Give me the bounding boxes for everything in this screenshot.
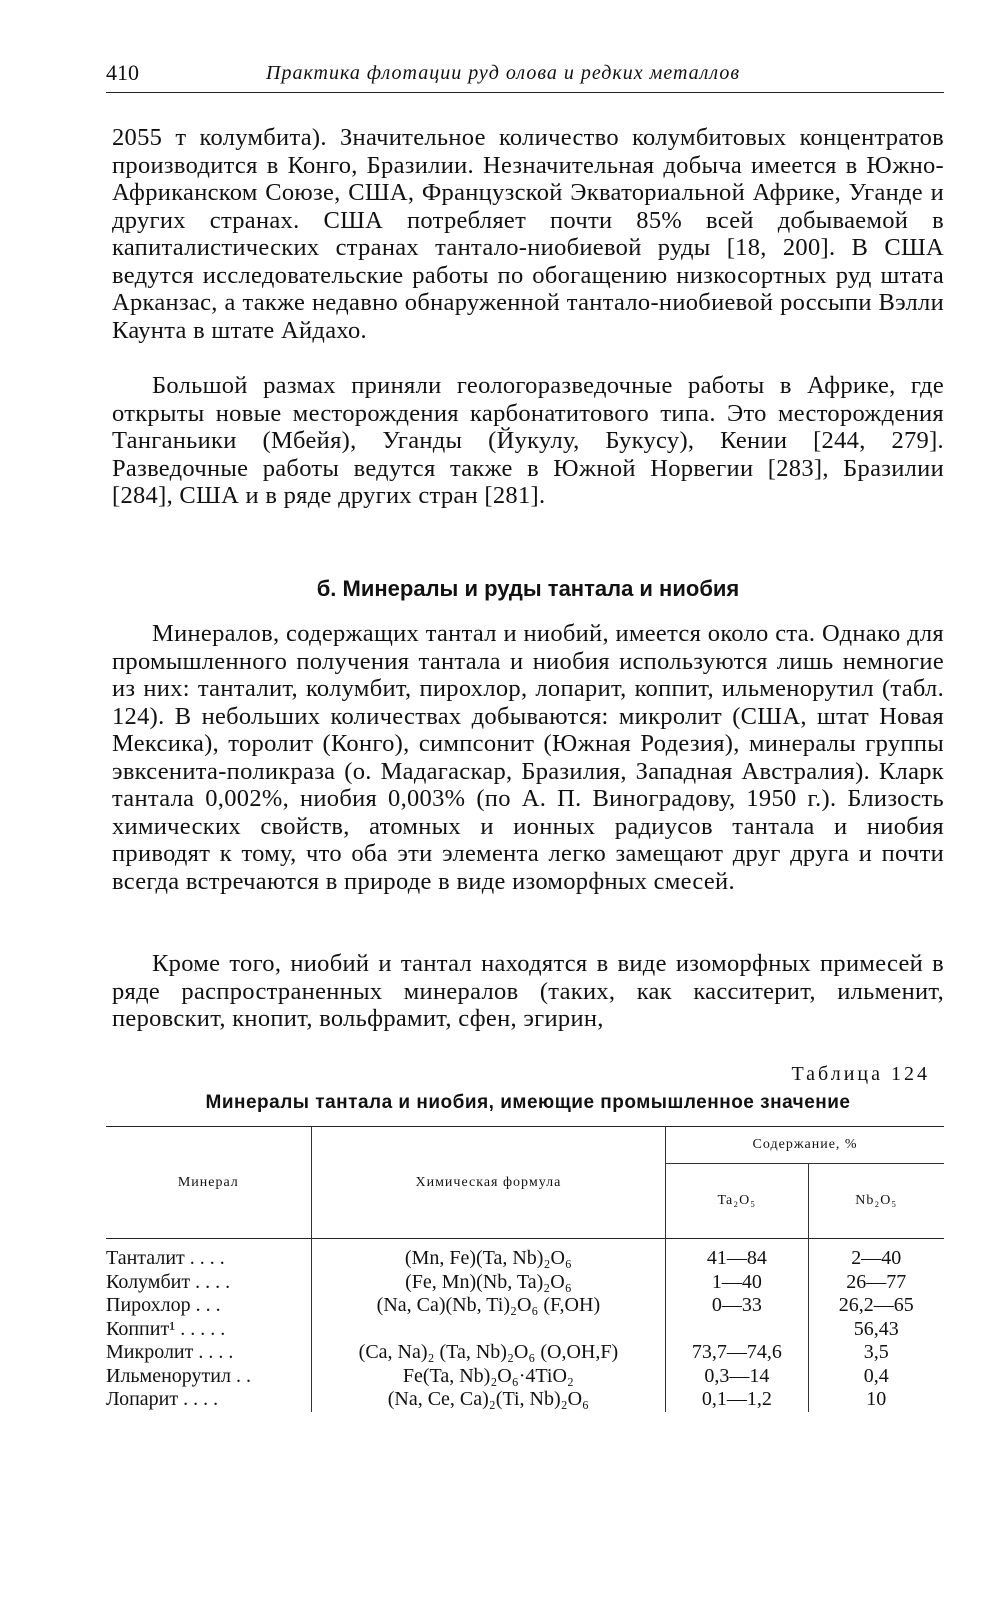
cell-ta2o5: 1—40 (666, 1271, 808, 1295)
cell-ta2o5: 0,3—14 (666, 1365, 808, 1389)
table-row (106, 1365, 944, 1389)
header-nb2o5: Nb₂O₅ (808, 1164, 944, 1239)
cell-ta2o5: 41—84 (666, 1239, 808, 1271)
table-label: Таблица 124 (791, 1063, 930, 1085)
cell-nb2o5: 26,2—65 (808, 1294, 944, 1318)
table-row (106, 1318, 944, 1342)
cell-nb2o5: 56,43 (808, 1318, 944, 1342)
cell-mineral: Лопарит . . . . (106, 1388, 219, 1410)
cell-formula (311, 1318, 666, 1342)
header-ta2o5: Ta₂O₅ (666, 1164, 808, 1239)
section-heading: б. Минералы и руды тантала и ниобия (316, 576, 740, 601)
page-number: 410 (106, 60, 139, 85)
table-title: Минералы тантала и ниобия, имеющие промышленное значение (205, 1092, 851, 1113)
cell-formula: (Na, Ce, Ca)₂(Ti, Nb)₂O₆ (311, 1388, 666, 1412)
table-row (106, 1341, 944, 1365)
cell-formula: (Na, Ca)(Nb, Ti)₂O₆ (F,OH) (311, 1294, 666, 1318)
paragraph-3: Минералов, содержащих тантал и ниобий, имеется около ста. Однако для промышленного получения тантала и ниобия используются лишь немногие из них: танталит, колумбит, пирохлор, лопарит, коппит, ильменорутил (табл. 124). В небольших количествах добываются: микролит (США, штат Новая Мексика), торолит (Конго), симпсонит (Южная Родезия), минералы группы эвксенита-поликраза (о. Мадагаскар, Бразилия, Западная Австралия). Кларк тантала 0,002%, ниобия 0,003% (по А. П. Виноградову, 1950 г.). Близость химических свойств, атомных и ионных радиусов тантала и ниобия приводят к тому, что оба эти элемента легко замещают друг друга и почти всегда встречаются в природе в виде изоморфных смесей. (112, 620, 944, 895)
page-header (106, 58, 944, 93)
cell-mineral: Пирохлор . . . (106, 1294, 221, 1316)
cell-formula: (Mn, Fe)(Ta, Nb)₂O₆ (311, 1239, 666, 1271)
cell-nb2o5: 0,4 (808, 1365, 944, 1389)
cell-mineral: Ильменорутил . . (106, 1364, 251, 1387)
table-row (106, 1294, 944, 1318)
table-row (106, 1239, 944, 1271)
cell-nb2o5: 10 (808, 1388, 944, 1412)
cell-mineral: Танталит . . . . (106, 1247, 225, 1269)
paragraph-1: 2055 т колумбита). Значительное количество колумбитовых концентратов производится в Конго, Бразилии. Незначительная добыча имеется в Южно-Африканском Союзе, США, Французской Экваториальной Африке, Уганде и других странах. США потребляет почти 85% всей добываемой в капиталистических странах тантало-ниобиевой руды [18, 200]. В США ведутся исследовательские работы по обогащению низкосортных руд штата Арканзас, а также недавно обнаруженной тантало-ниобиевой россыпи Вэлли Каунта в штате Айдахо. (112, 124, 944, 344)
minerals-table (106, 1126, 944, 1412)
cell-mineral: Микролит . . . . (106, 1341, 234, 1363)
cell-mineral: Коппит¹ . . . . . (106, 1317, 226, 1340)
cell-ta2o5 (666, 1318, 808, 1342)
cell-nb2o5: 3,5 (808, 1341, 944, 1365)
paragraph-4: Кроме того, ниобий и тантал находятся в виде изоморфных примесей в ряде распространенных минералов (таких, как касситерит, ильменит, перовскит, кнопит, вольфрамит, сфен, эгирин, (112, 950, 944, 1032)
cell-mineral: Колумбит . . . . (106, 1270, 231, 1293)
cell-formula: (Fe, Mn)(Nb, Ta)₂O₆ (311, 1271, 666, 1295)
paragraph-2: Большой размах приняли геологоразведочные работы в Африке, где открыты новые месторождения карбонатитового типа. Это месторождения Танганьики (Мбейя), Уганды (Йукулу, Букусу), Кении [244, 279]. Разведочные работы ведутся также в Южной Норвегии [283], Бразилии [284], США и в ряде других стран [281]. (112, 372, 944, 509)
header-mineral: Минерал (177, 1174, 239, 1190)
cell-ta2o5: 0—33 (666, 1294, 808, 1318)
cell-formula: Fe(Ta, Nb)₂O₆·4TiO₂ (311, 1365, 666, 1389)
header-formula: Химическая формула (311, 1127, 666, 1239)
cell-nb2o5: 26—77 (808, 1271, 944, 1295)
cell-nb2o5: 2—40 (808, 1239, 944, 1271)
header-content: Содержание, % (666, 1127, 944, 1164)
cell-formula: (Ca, Na)₂ (Ta, Nb)₂O₆ (O,OH,F) (311, 1341, 666, 1365)
cell-ta2o5: 0,1—1,2 (666, 1388, 808, 1412)
running-title: Практика флотации руд олова и редких металлов (266, 62, 741, 84)
cell-ta2o5: 73,7—74,6 (666, 1341, 808, 1365)
table-row (106, 1271, 944, 1295)
table-row (106, 1388, 944, 1412)
